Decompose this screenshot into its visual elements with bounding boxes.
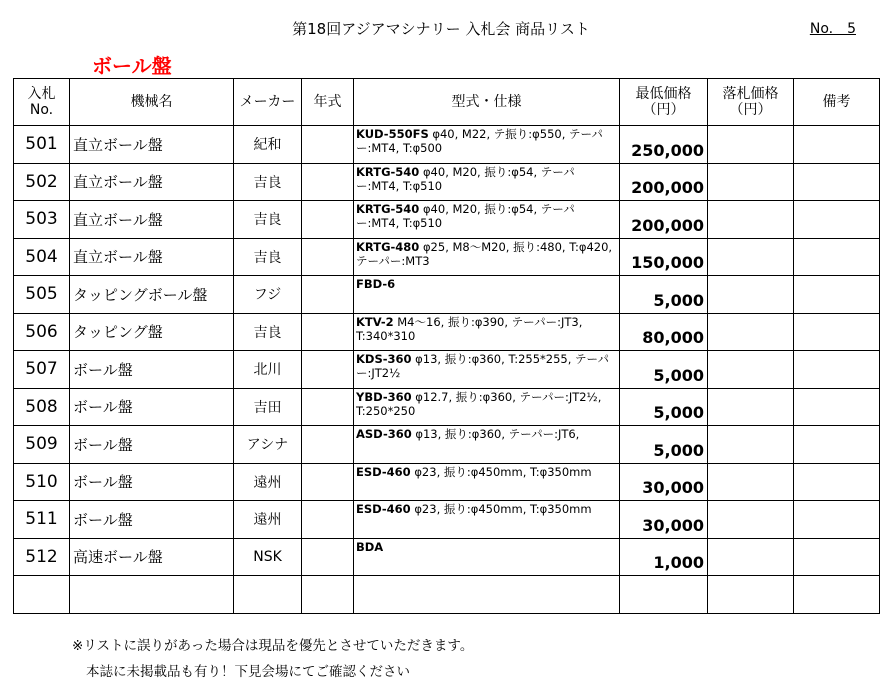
min-price-cell: 250,000 [620, 126, 708, 164]
lot-number-cell: 506 [14, 313, 70, 351]
spec-text: φ40, M22, テ振り:φ550, テーパー:MT4, T:φ500 [356, 127, 603, 155]
maker-cell: 遠州 [234, 501, 302, 539]
win-price-cell [708, 276, 794, 314]
model-number: FBD-6 [356, 277, 396, 291]
spec-text: M4～16, 振り:φ390, テーパー:JT3, T:340*310 [356, 314, 583, 343]
col-header-maker: メーカー [234, 79, 302, 126]
min-price-cell: 80,000 [620, 313, 708, 351]
spec-cell [354, 126, 620, 164]
note-cell [794, 351, 880, 389]
machine-name-cell: ボール盤 [70, 463, 234, 501]
year-cell [302, 313, 354, 351]
year-cell [302, 501, 354, 539]
spec-cell [354, 276, 620, 314]
note-cell [794, 313, 880, 351]
lot-number-cell: 510 [14, 463, 70, 501]
table-row [14, 163, 880, 201]
lot-number-cell: 511 [14, 501, 70, 539]
win-price-cell [708, 576, 794, 614]
win-price-cell [708, 538, 794, 576]
min-price-cell: 5,000 [620, 388, 708, 426]
model-number: KUD-550FS [356, 127, 429, 141]
footer-note-1: ※リストに誤りがあった場合は現品を優先とさせていただきます。 [72, 638, 474, 654]
model-number: YBD-360 [356, 389, 412, 404]
year-cell [302, 426, 354, 464]
machine-name-cell: ボール盤 [70, 388, 234, 426]
win-price-cell [708, 201, 794, 239]
year-cell [302, 238, 354, 276]
machine-name-cell [70, 576, 234, 614]
table-row [14, 388, 880, 426]
note-cell [794, 426, 880, 464]
footer-note-2: 本誌に未掲載品も有り！下見会場にてご確認ください [86, 664, 410, 680]
table-row [14, 238, 880, 276]
spec-cell [354, 576, 620, 614]
lot-number-cell: 502 [14, 163, 70, 201]
note-cell [794, 201, 880, 239]
maker-cell: NSK [234, 538, 302, 576]
maker-cell [234, 576, 302, 614]
win-price-cell [708, 426, 794, 464]
spec-text: φ40, M20, 振り:φ54, テーパー:MT4, T:φ510 [356, 202, 575, 230]
machine-name-cell: タッピングボール盤 [70, 276, 234, 314]
table-row [14, 201, 880, 239]
win-price-cell [708, 351, 794, 389]
note-cell [794, 463, 880, 501]
machine-name-cell: 直立ボール盤 [70, 201, 234, 239]
note-cell [794, 276, 880, 314]
min-price-cell: 5,000 [620, 426, 708, 464]
year-cell [302, 126, 354, 164]
table-row [14, 576, 880, 614]
maker-cell: アシナ [234, 426, 302, 464]
col-header-spec: 型式・仕様 [354, 79, 620, 126]
min-price-cell: 5,000 [620, 276, 708, 314]
spec-cell [354, 388, 620, 426]
maker-cell: 吉良 [234, 238, 302, 276]
spec-cell [354, 163, 620, 201]
model-number: KRTG-480 [356, 239, 420, 254]
spec-cell [354, 351, 620, 389]
win-price-cell [708, 501, 794, 539]
machine-name-cell: 高速ボール盤 [70, 538, 234, 576]
page-title: 第18回アジアマシナリー 入札会 商品リスト [292, 20, 590, 38]
machine-name-cell: 直立ボール盤 [70, 126, 234, 164]
min-price-cell: 200,000 [620, 163, 708, 201]
min-price-cell: 30,000 [620, 463, 708, 501]
col-header-note: 備考 [794, 79, 880, 126]
spec-text: φ23, 振り:φ450mm, T:φ350mm [410, 502, 592, 516]
maker-cell: 遠州 [234, 463, 302, 501]
min-price-cell: 200,000 [620, 201, 708, 239]
year-cell [302, 201, 354, 239]
spec-cell [354, 538, 620, 576]
maker-cell: 吉良 [234, 313, 302, 351]
page-number: No. 5 [809, 21, 856, 37]
model-number: ASD-360 [356, 427, 412, 441]
col-header-min-price: 最低価格 （円） [620, 79, 708, 126]
table-row [14, 276, 880, 314]
table-row [14, 538, 880, 576]
maker-cell: 吉良 [234, 201, 302, 239]
min-price-cell [620, 576, 708, 614]
maker-cell: 北川 [234, 351, 302, 389]
machine-name-cell: 直立ボール盤 [70, 163, 234, 201]
table-row [14, 501, 880, 539]
year-cell [302, 276, 354, 314]
machine-name-cell: ボール盤 [70, 501, 234, 539]
year-cell [302, 538, 354, 576]
year-cell [302, 351, 354, 389]
spec-cell [354, 426, 620, 464]
bid-list-table [13, 78, 880, 614]
spec-cell [354, 463, 620, 501]
table-row [14, 351, 880, 389]
model-number: ESD-460 [356, 502, 411, 516]
spec-text: φ25, M8～M20, 振り:480, T:φ420, テーパー:MT3 [356, 239, 613, 268]
win-price-cell [708, 163, 794, 201]
note-cell [794, 388, 880, 426]
note-cell [794, 501, 880, 539]
model-number: KTV-2 [356, 314, 394, 329]
col-header-year: 年式 [302, 79, 354, 126]
machine-name-cell: タッピング盤 [70, 313, 234, 351]
spec-text: φ13, 振り:φ360, テーパー:JT6, [411, 427, 580, 441]
lot-number-cell: 509 [14, 426, 70, 464]
col-header-win-price: 落札価格 （円） [708, 79, 794, 126]
table-row [14, 463, 880, 501]
category-heading: ボール盤 [92, 54, 172, 78]
lot-number-cell [14, 576, 70, 614]
min-price-cell: 150,000 [620, 238, 708, 276]
col-header-no: 入札 No. [14, 79, 70, 126]
table-row [14, 313, 880, 351]
win-price-cell [708, 463, 794, 501]
note-cell [794, 538, 880, 576]
maker-cell: 紀和 [234, 126, 302, 164]
lot-number-cell: 512 [14, 538, 70, 576]
lot-number-cell: 503 [14, 201, 70, 239]
maker-cell: 吉田 [234, 388, 302, 426]
min-price-cell: 30,000 [620, 501, 708, 539]
table-row [14, 126, 880, 164]
header-row [14, 79, 880, 126]
win-price-cell [708, 388, 794, 426]
note-cell [794, 238, 880, 276]
spec-text: φ13, 振り:φ360, T:255*255, テーパー:JT2½ [356, 352, 609, 380]
spec-cell [354, 201, 620, 239]
lot-number-cell: 507 [14, 351, 70, 389]
machine-name-cell: ボール盤 [70, 426, 234, 464]
model-number: ESD-460 [356, 464, 411, 479]
spec-cell [354, 501, 620, 539]
win-price-cell [708, 126, 794, 164]
note-cell [794, 163, 880, 201]
col-header-name: 機械名 [70, 79, 234, 126]
win-price-cell [708, 313, 794, 351]
year-cell [302, 463, 354, 501]
year-cell [302, 163, 354, 201]
spec-text: φ12.7, 振り:φ360, テーパー:JT2½, T:250*250 [356, 389, 602, 418]
maker-cell: 吉良 [234, 163, 302, 201]
lot-number-cell: 504 [14, 238, 70, 276]
machine-name-cell: ボール盤 [70, 351, 234, 389]
model-number: KDS-360 [356, 352, 412, 366]
year-cell [302, 576, 354, 614]
win-price-cell [708, 238, 794, 276]
spec-cell [354, 238, 620, 276]
lot-number-cell: 501 [14, 126, 70, 164]
lot-number-cell: 505 [14, 276, 70, 314]
table-row [14, 426, 880, 464]
spec-text: φ40, M20, 振り:φ54, テーパー:MT4, T:φ510 [356, 164, 575, 193]
min-price-cell: 1,000 [620, 538, 708, 576]
lot-number-cell: 508 [14, 388, 70, 426]
note-cell [794, 576, 880, 614]
spec-text: φ23, 振り:φ450mm, T:φ350mm [410, 464, 592, 479]
min-price-cell: 5,000 [620, 351, 708, 389]
maker-cell: フジ [234, 276, 302, 314]
year-cell [302, 388, 354, 426]
model-number: KRTG-540 [356, 164, 420, 179]
note-cell [794, 126, 880, 164]
model-number: BDA [356, 539, 384, 554]
model-number: KRTG-540 [356, 202, 420, 216]
machine-name-cell: 直立ボール盤 [70, 238, 234, 276]
spec-cell [354, 313, 620, 351]
